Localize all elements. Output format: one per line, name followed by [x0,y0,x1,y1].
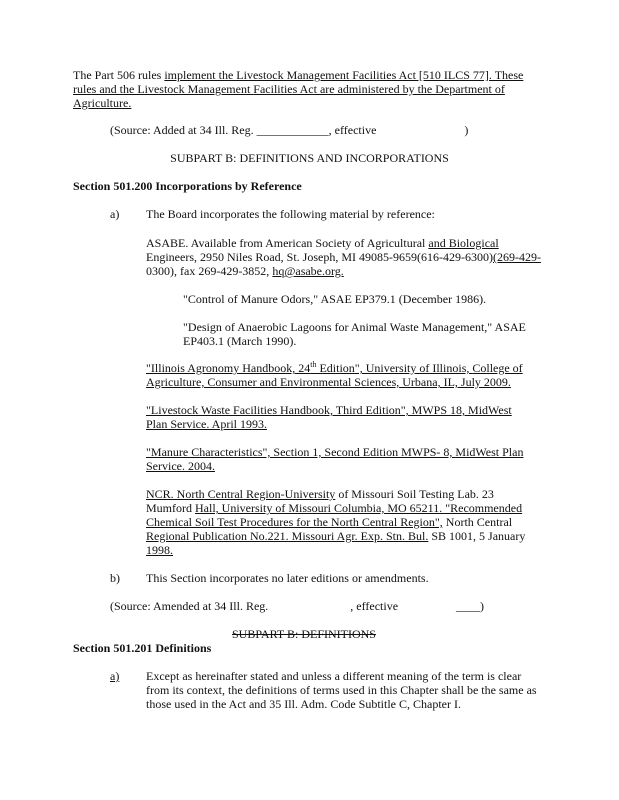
manure-odors-ref: "Control of Manure Odors," ASAE EP379.1 (December 1986). [183,292,487,306]
item-a-text: The Board incorporates the following material by reference: [146,207,435,221]
manure-characteristics-line-2: Service. 2004. [146,459,215,473]
definitions-line-1: Except as hereinafter stated and unless a different meaning of the term is clear [146,669,522,683]
waste-handbook-line-1: "Livestock Waste Facilities Handbook, Third Edition", MWPS 18, MidWest [146,403,512,417]
ncr-line-4: Regional Publication No.221. Missouri Agr. Exp. Stn. Bul. SB 1001, 5 January [146,529,526,543]
definitions-line-3: those used in the Act and 35 Ill. Adm. Code Subtitle C, Chapter I. [146,697,461,711]
subpart-heading: SUBPART B: DEFINITIONS AND INCORPORATIONS [170,151,449,165]
ncr-line-3: Chemical Soil Test Procedures for the North Central Region", North Central [146,515,513,529]
definitions-item-a-label: a) [110,669,120,683]
definitions-line-2: from its context, the definitions of terms used in this Chapter shall be the same as [146,683,537,697]
intro-line-2: rules and the Livestock Management Facilities Act are administered by the Department of [73,82,505,96]
ncr-line-1: NCR. North Central Region-University of Missouri Soil Testing Lab. 23 [146,487,494,501]
asabe-line-1: ASABE. Available from American Society of Agricultural and Biological [146,236,499,250]
manure-characteristics-line-1: "Manure Characteristics", Section 1, Second Edition MWPS- 8, MidWest Plan [146,445,524,459]
item-b-text: This Section incorporates no later editions or amendments. [146,571,429,585]
source-note-added: (Source: Added at 34 Ill. Reg. ____________, effective ) [110,123,469,137]
section-501-200-title: Section 501.200 Incorporations by Reference [73,179,302,193]
lagoons-ref-line-1: "Design of Anaerobic Lagoons for Animal Waste Management," ASAE [183,320,526,334]
source-note-amended: (Source: Amended at 34 Ill. Reg. , effective ____) [110,599,485,613]
intro-line-3: Agriculture. [73,96,132,110]
lagoons-ref-line-2: EP403.1 (March 1990). [183,334,297,348]
item-b-label: b) [110,571,120,585]
asabe-line-3: 0300), fax 269-429-3852, hq@asabe.org. [146,264,344,278]
struck-subpart-heading: SUBPART B: DEFINITIONS [232,627,376,641]
ncr-line-2: Mumford Hall, University of Missouri Columbia, MO 65211. "Recommended [146,501,523,515]
illinois-handbook-line-1: "Illinois Agronomy Handbook, 24th Edition", University of Illinois, College of [146,360,523,375]
ncr-line-5: 1998. [146,543,173,557]
item-a-label: a) [110,207,120,221]
asabe-line-2: Engineers, 2950 Niles Road, St. Joseph, MI 49085-9659(616-429-6300)(269-429- [146,250,541,264]
intro-line-1: The Part 506 rules implement the Livestock Management Facilities Act [510 ILCS 77]. These [73,68,524,82]
section-501-201-title: Section 501.201 Definitions [73,641,212,655]
waste-handbook-line-2: Plan Service. April 1993. [146,417,267,431]
illinois-handbook-line-2: Agriculture, Consumer and Environmental Sciences, Urbana, IL, July 2009. [146,375,511,389]
